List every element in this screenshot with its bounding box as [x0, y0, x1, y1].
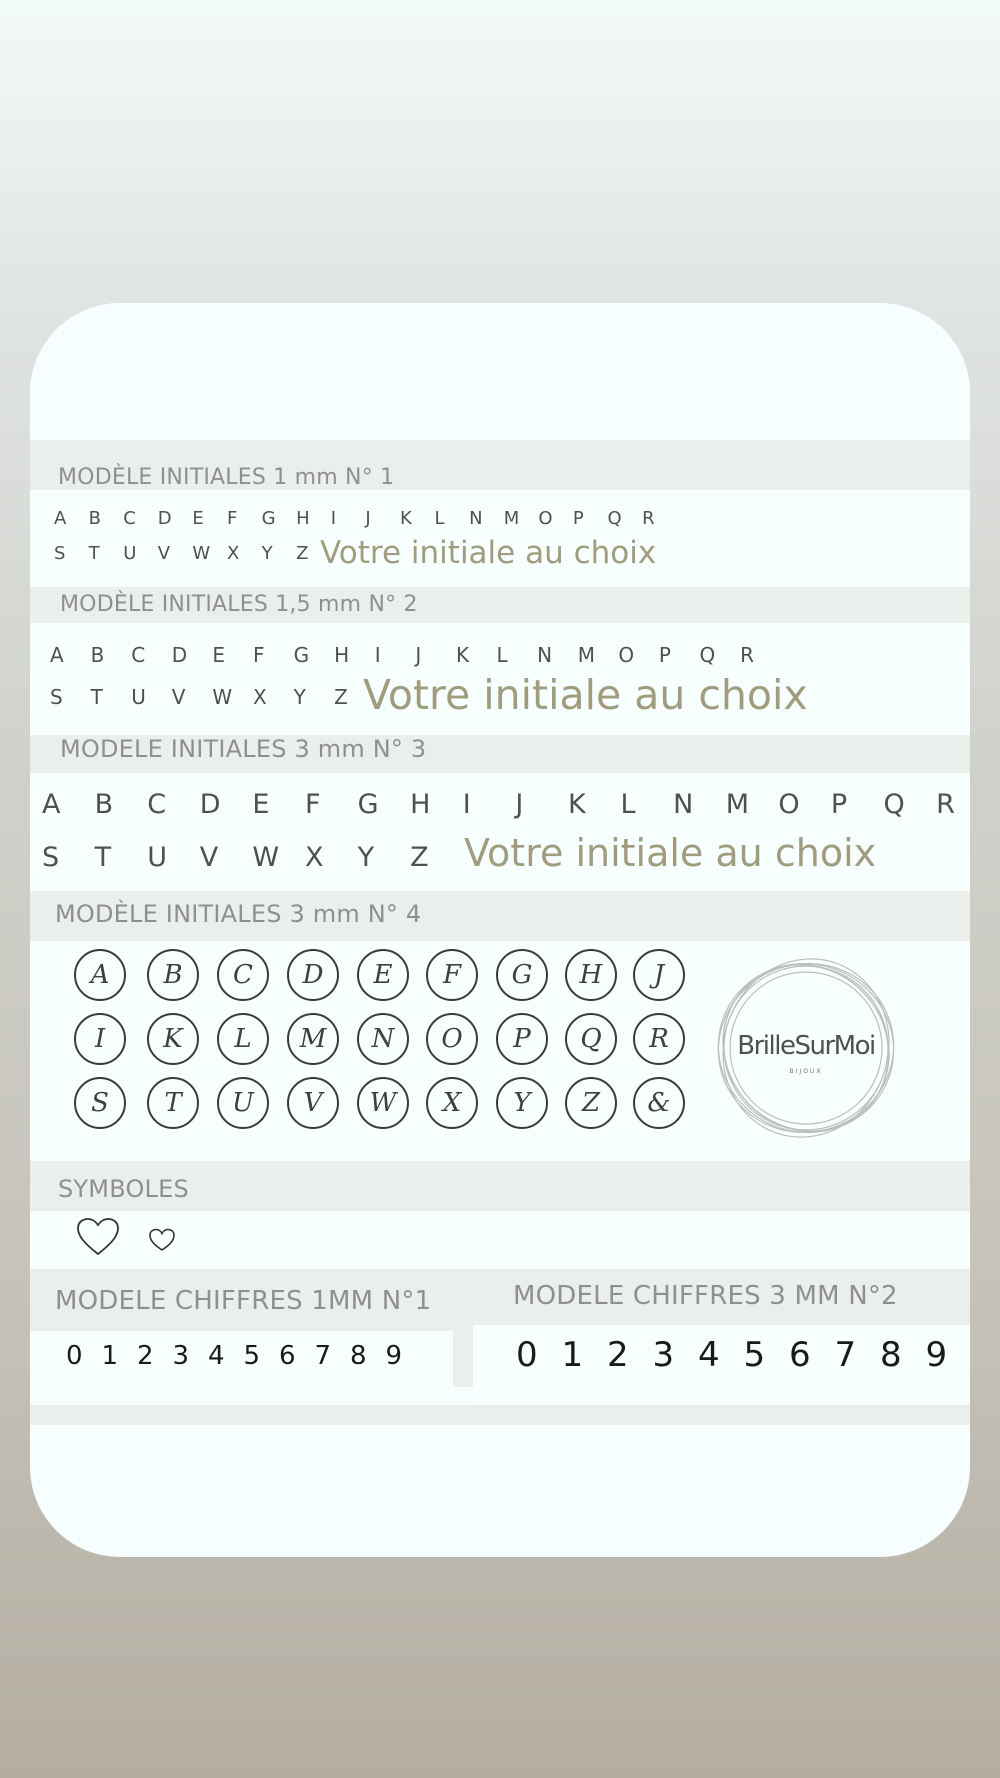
digit-5: 5 [243, 1341, 261, 1371]
letter-i: I [330, 508, 337, 529]
letter-e: E [212, 643, 226, 667]
section-2-letters-row-2 [50, 685, 375, 709]
letter-i: I [374, 643, 381, 667]
letter-f: F [226, 508, 238, 529]
digit-4: 4 [208, 1341, 225, 1371]
engraving-options-card [30, 303, 970, 1557]
heart-outline-large-icon [76, 1217, 120, 1257]
letter-a: A [42, 789, 61, 820]
brillesurmoi-logo [706, 948, 906, 1148]
letter-q: Q [699, 643, 716, 667]
letter-r: R [936, 789, 955, 820]
letter-q: Q [883, 789, 905, 820]
letter-l: L [620, 789, 636, 820]
script-letter-k: K [147, 1013, 199, 1065]
letter-j: J [365, 508, 371, 529]
logo-subtitle: BIJOUX [789, 1068, 823, 1075]
digit-9: 9 [925, 1335, 948, 1375]
script-letter-v: V [287, 1077, 339, 1129]
letter-c: C [147, 789, 167, 820]
letter-k: K [455, 643, 470, 667]
section-1-letters-row-1 [54, 508, 677, 529]
digit-2: 2 [607, 1335, 629, 1375]
letter-b: B [94, 789, 114, 820]
letter-l: L [434, 508, 445, 529]
script-letter-q: Q [565, 1013, 617, 1065]
letter-d: D [199, 789, 221, 820]
script-letter-e: E [357, 949, 409, 1001]
letter-h: H [410, 789, 431, 820]
letter-w: W [192, 543, 211, 564]
script-letter-y: Y [496, 1077, 548, 1129]
digits-2-row [516, 1335, 970, 1375]
script-letter-j: J [633, 949, 685, 1001]
section-1-letters-row-2 [54, 543, 331, 564]
script-letter-ampersand: & [633, 1077, 685, 1129]
script-letter-n: N [357, 1013, 409, 1065]
letter-p: P [830, 789, 848, 820]
script-letter-m: M [287, 1013, 339, 1065]
script-letter-o: O [426, 1013, 478, 1065]
section-1-title: MODÈLE INITIALES 1 mm N° 1 [58, 465, 395, 490]
letter-o: O [778, 789, 800, 820]
section-3-title: MODELE INITIALES 3 mm N° 3 [60, 735, 427, 763]
letter-u: U [147, 842, 167, 873]
section-4-title: MODÈLE INITIALES 3 mm N° 4 [55, 900, 422, 928]
letter-j: J [415, 643, 422, 667]
letter-a: A [50, 643, 64, 667]
letter-t: T [90, 685, 103, 709]
letter-c: C [123, 508, 136, 529]
letter-z: Z [334, 685, 348, 709]
script-letter-x: X [426, 1077, 478, 1129]
letter-w: W [212, 685, 233, 709]
digit-3: 3 [652, 1335, 675, 1375]
letter-j: J [515, 789, 524, 820]
letter-g: G [357, 789, 379, 820]
letter-t: T [88, 543, 100, 564]
letter-q: Q [607, 508, 622, 529]
script-letter-w: W [357, 1077, 409, 1129]
digit-6: 6 [279, 1341, 296, 1371]
digit-0: 0 [516, 1335, 538, 1375]
digit-3: 3 [172, 1341, 190, 1371]
letter-g: G [261, 508, 276, 529]
script-letter-b: B [147, 949, 199, 1001]
letter-z: Z [296, 543, 309, 564]
heart-outline-small-icon [148, 1228, 176, 1252]
script-letter-t: T [147, 1077, 199, 1129]
letter-e: E [252, 789, 270, 820]
letter-r: R [740, 643, 754, 667]
letter-n: N [537, 643, 553, 667]
script-letter-a: A [74, 949, 126, 1001]
digit-7: 7 [314, 1341, 332, 1371]
letter-h: H [296, 508, 310, 529]
digit-4: 4 [698, 1335, 720, 1375]
letter-s: S [50, 685, 63, 709]
script-letter-l: L [217, 1013, 269, 1065]
script-letter-h: H [565, 949, 617, 1001]
digit-9: 9 [385, 1341, 403, 1371]
letter-u: U [131, 685, 146, 709]
letter-p: P [572, 508, 584, 529]
letter-h: H [334, 643, 350, 667]
letter-v: V [157, 543, 171, 564]
symbols-title: SYMBOLES [58, 1175, 189, 1203]
letter-w: W [252, 842, 280, 873]
letter-e: E [192, 508, 204, 529]
letter-z: Z [410, 842, 429, 873]
section-2-letters-row-1 [50, 643, 781, 667]
letter-n: N [469, 508, 483, 529]
letter-a: A [54, 508, 67, 529]
letter-x: X [252, 685, 267, 709]
letter-d: D [157, 508, 172, 529]
letter-p: P [658, 643, 671, 667]
digit-0: 0 [66, 1341, 83, 1371]
section-2-title: MODÈLE INITIALES 1,5 mm N° 2 [60, 592, 418, 617]
letter-s: S [54, 543, 66, 564]
script-letter-i: I [74, 1013, 126, 1065]
letter-i: I [462, 789, 471, 820]
digit-7: 7 [834, 1335, 857, 1375]
letter-u: U [123, 543, 137, 564]
letter-v: V [171, 685, 186, 709]
digits-footer-band [30, 1405, 970, 1425]
digit-1: 1 [561, 1335, 584, 1375]
digit-2: 2 [137, 1341, 154, 1371]
letter-f: F [304, 789, 321, 820]
script-letter-z: Z [565, 1077, 617, 1129]
letter-s: S [42, 842, 60, 873]
script-letter-f: F [426, 949, 478, 1001]
digit-8: 8 [880, 1335, 902, 1375]
letter-m: M [577, 643, 595, 667]
letter-y: Y [357, 842, 375, 873]
letter-x: X [304, 842, 324, 873]
letter-b: B [90, 643, 105, 667]
section-3-choice-text: Votre initiale au choix [464, 831, 877, 875]
script-letter-p: P [496, 1013, 548, 1065]
letter-c: C [131, 643, 146, 667]
letter-n: N [673, 789, 694, 820]
script-letter-d: D [287, 949, 339, 1001]
letter-f: F [252, 643, 265, 667]
letter-v: V [199, 842, 219, 873]
letter-m: M [503, 508, 520, 529]
digits-1-row [66, 1341, 421, 1371]
letter-l: L [496, 643, 508, 667]
digits-2-title: MODELE CHIFFRES 3 MM N°2 [513, 1281, 898, 1311]
letter-y: Y [293, 685, 306, 709]
digits-1-title: MODELE CHIFFRES 1MM N°1 [55, 1286, 432, 1316]
letter-d: D [171, 643, 188, 667]
letter-r: R [642, 508, 655, 529]
digit-8: 8 [350, 1341, 367, 1371]
letter-b: B [88, 508, 101, 529]
script-letter-g: G [496, 949, 548, 1001]
letter-o: O [618, 643, 635, 667]
digit-5: 5 [743, 1335, 766, 1375]
letter-g: G [293, 643, 310, 667]
section-3-letters-row-1 [42, 789, 970, 820]
script-letter-u: U [217, 1077, 269, 1129]
letter-y: Y [261, 543, 273, 564]
letter-k: K [567, 789, 586, 820]
logo-name: BrilleSurMoi [737, 1031, 875, 1061]
script-letter-c: C [217, 949, 269, 1001]
letter-o: O [538, 508, 553, 529]
letter-x: X [226, 543, 240, 564]
letter-t: T [94, 842, 112, 873]
digit-6: 6 [789, 1335, 811, 1375]
section-2-choice-text: Votre initiale au choix [363, 671, 808, 719]
section-3-letters-row-2 [42, 842, 463, 873]
script-letter-r: R [633, 1013, 685, 1065]
letter-m: M [725, 789, 750, 820]
script-letter-s: S [74, 1077, 126, 1129]
section-1-choice-text: Votre initiale au choix [320, 535, 657, 571]
digit-1: 1 [101, 1341, 119, 1371]
letter-k: K [399, 508, 412, 529]
